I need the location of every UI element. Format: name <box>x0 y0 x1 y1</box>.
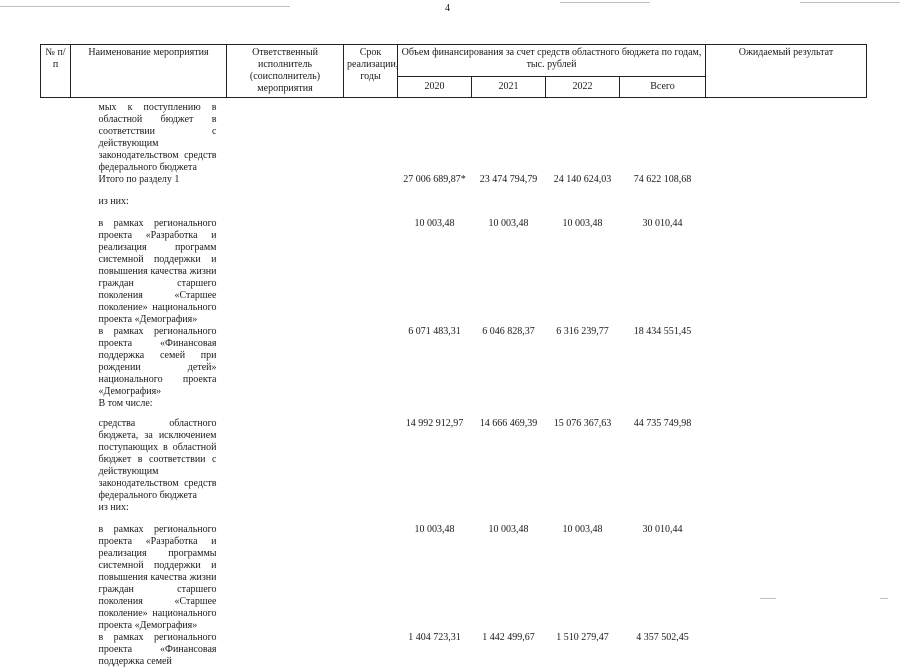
header-num: № п/п <box>41 45 71 98</box>
row-2022: 10 003,48 <box>562 218 603 229</box>
row-2022: 1 510 279,47 <box>556 632 609 643</box>
row-total <box>620 98 706 175</box>
row-2020: 14 992 912,97 <box>405 418 464 429</box>
row-2021: 14 666 469,39 <box>479 418 538 429</box>
row-2020 <box>398 196 472 214</box>
row-2022: 10 003,48 <box>562 524 603 535</box>
row-total <box>620 398 706 416</box>
table-row <box>41 632 867 668</box>
row-2021: 23 474 794,79 <box>479 174 538 185</box>
row-2020: 10 003,48 <box>414 218 455 229</box>
row-2022: 15 076 367,63 <box>553 418 612 429</box>
table-row <box>41 522 867 632</box>
row-2021 <box>472 502 546 522</box>
header-term: Срок реализации, годы <box>344 45 398 98</box>
table-row <box>41 326 867 398</box>
header-year-2020: 2020 <box>398 77 472 98</box>
row-2020: 1 404 723,31 <box>408 632 461 643</box>
row-name: в рамках регионального проекта «Разработка и реализация программы системной поддержки и повышения качества жизни граждан старшего поколения «Старшее поколение» национального проекта «Демография» <box>98 524 217 631</box>
table-row <box>41 502 867 522</box>
table-row <box>41 214 867 326</box>
header-year-2022: 2022 <box>546 77 620 98</box>
header-year-2021: 2021 <box>472 77 546 98</box>
row-name: в рамках регионального проекта «Финансовая поддержка семей при рождении детей» национального проекта «Демография» <box>98 326 217 397</box>
row-2020 <box>398 398 472 416</box>
scan-mark-bottom-right-2 <box>880 598 888 599</box>
row-2021: 1 442 499,67 <box>482 632 535 643</box>
row-2021: 6 046 828,37 <box>482 326 535 337</box>
row-name: в рамках регионального проекта «Финансовая поддержка семей <box>98 632 217 667</box>
row-2020 <box>398 502 472 522</box>
row-2022 <box>546 502 620 522</box>
row-total: 18 434 551,45 <box>633 326 692 337</box>
row-total: 30 010,44 <box>642 218 683 229</box>
row-2022: 6 316 239,77 <box>556 326 609 337</box>
row-2021 <box>472 98 546 175</box>
scan-mark-top-left <box>0 6 290 7</box>
row-name: Итого по разделу 1 <box>98 174 180 185</box>
row-name: в рамках регионального проекта «Разработка и реализация программ системной поддержки и повышения качества жизни граждан старшего поколения «Старшее поколение» национального проекта «Демография» <box>98 218 217 325</box>
row-name: из них: <box>98 502 129 513</box>
row-total: 4 357 502,45 <box>636 632 689 643</box>
row-2022 <box>546 196 620 214</box>
page-number: 4 <box>445 3 450 14</box>
row-2020: 6 071 483,31 <box>408 326 461 337</box>
scan-mark-top-right <box>560 2 650 3</box>
row-2020: 10 003,48 <box>414 524 455 535</box>
row-total <box>620 502 706 522</box>
row-2022 <box>546 398 620 416</box>
row-2021 <box>472 398 546 416</box>
table-row <box>41 416 867 502</box>
row-total: 74 622 108,68 <box>633 174 692 185</box>
table-row <box>41 98 867 175</box>
row-name: из них: <box>98 196 129 207</box>
row-2021 <box>472 196 546 214</box>
header-result: Ожидаемый результат <box>706 45 867 98</box>
table-row <box>41 398 867 416</box>
table-row <box>41 196 867 214</box>
header-funding: Объем финансирования за счет средств областного бюджета по годам, тыс. рублей <box>398 45 706 77</box>
row-total: 30 010,44 <box>642 524 683 535</box>
scan-mark-top-right-2 <box>800 2 900 3</box>
row-total <box>620 196 706 214</box>
table-row <box>41 174 867 196</box>
row-2022 <box>546 98 620 175</box>
header-name: Наименование мероприятия <box>71 45 227 98</box>
header-responsible: Ответственный исполнитель (соисполнитель) мероприятия <box>227 45 344 98</box>
row-2020 <box>398 98 472 175</box>
row-total: 44 735 749,98 <box>633 418 692 429</box>
row-2021: 10 003,48 <box>488 218 529 229</box>
row-name: мых к поступлению в областной бюджет в соответствии с действующим законодательством средств федерального бюджета <box>98 102 217 173</box>
row-name: В том числе: <box>98 398 153 409</box>
row-2022: 24 140 624,03 <box>553 174 612 185</box>
header-year-total: Всего <box>620 77 706 98</box>
funding-table <box>40 44 867 668</box>
scan-mark-bottom-right <box>760 598 776 599</box>
row-name: средства областного бюджета, за исключением поступающих в областной бюджет в соответствии с действующим законодательством средств федерального бюджета <box>98 418 217 501</box>
row-2021: 10 003,48 <box>488 524 529 535</box>
row-2020: 27 006 689,87* <box>403 174 466 185</box>
